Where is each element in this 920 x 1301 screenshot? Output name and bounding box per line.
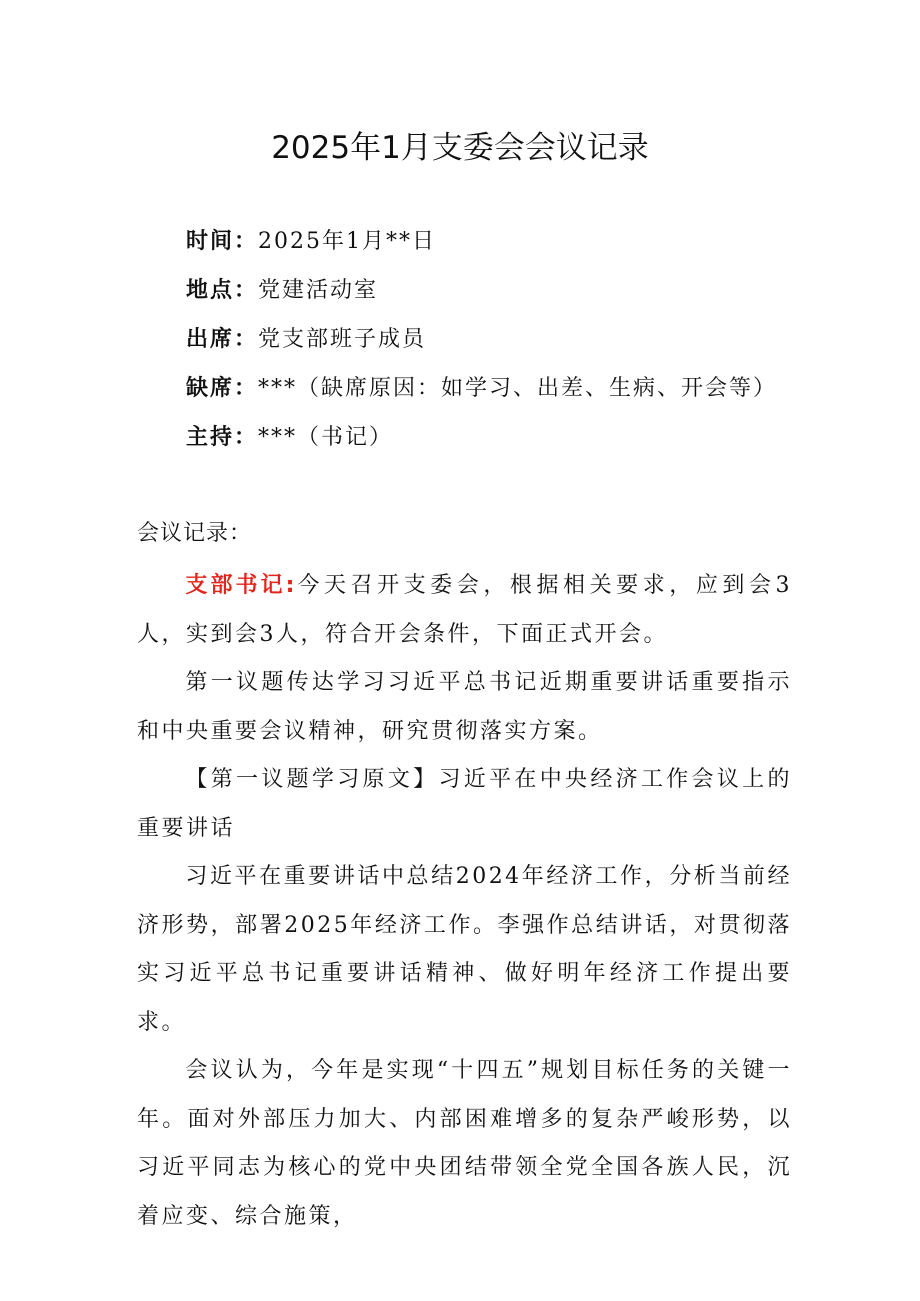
paragraph: 习近平在重要讲话中总结2024年经济工作，分析当前经济形势，部署2025年经济工作。李强作总结讲话，对贯彻落实习近平总书记重要讲话精神、做好明年经济工作提出要求。 bbox=[137, 864, 792, 1035]
meta-location bbox=[186, 275, 777, 324]
meta-value: 2025年1月**日 bbox=[258, 229, 437, 254]
meta-value: 党建活动室 bbox=[258, 278, 379, 303]
speaker-label: 支部书记: bbox=[185, 573, 296, 598]
paragraph: 会议认为，今年是实现“十四五”规划目标任务的关键一年。面对外部压力加大、内部困难增多的复杂严峻形势，以习近平同志为核心的党中央团结带领全党全国各族人民，沉着应变、综合施策， bbox=[137, 1058, 792, 1229]
meta-absent bbox=[186, 373, 777, 422]
meta-key: 地点： bbox=[186, 278, 259, 303]
section-label: 会议记录： bbox=[137, 521, 253, 546]
meta-key: 缺席： bbox=[186, 376, 259, 401]
meeting-info bbox=[186, 226, 777, 471]
document-title: 2025年1月支委会会议记录 bbox=[271, 130, 649, 166]
meta-host bbox=[186, 422, 777, 471]
paragraph: 【第一议题学习原文】习近平在中央经济工作会议上的重要讲话 bbox=[137, 767, 792, 841]
meta-key: 出席： bbox=[186, 327, 259, 352]
meta-time bbox=[186, 226, 777, 275]
meta-key: 时间： bbox=[186, 229, 259, 254]
meta-value: ***（缺席原因：如学习、出差、生病、开会等） bbox=[258, 376, 778, 401]
minutes-body bbox=[137, 562, 792, 1241]
meta-attendees bbox=[186, 324, 777, 373]
meta-value: ***（书记） bbox=[258, 425, 394, 450]
paragraph: 第一议题传达学习习近平总书记近期重要讲话重要指示和中央重要会议精神，研究贯彻落实方案。 bbox=[137, 670, 792, 744]
meta-key: 主持： bbox=[186, 425, 259, 450]
meta-value: 党支部班子成员 bbox=[258, 327, 427, 352]
paragraph bbox=[137, 562, 792, 659]
paragraph-text: 今天召开支委会，根据相关要求，应到会3人，实到会3人，符合开会条件，下面正式开会。 bbox=[137, 573, 792, 647]
